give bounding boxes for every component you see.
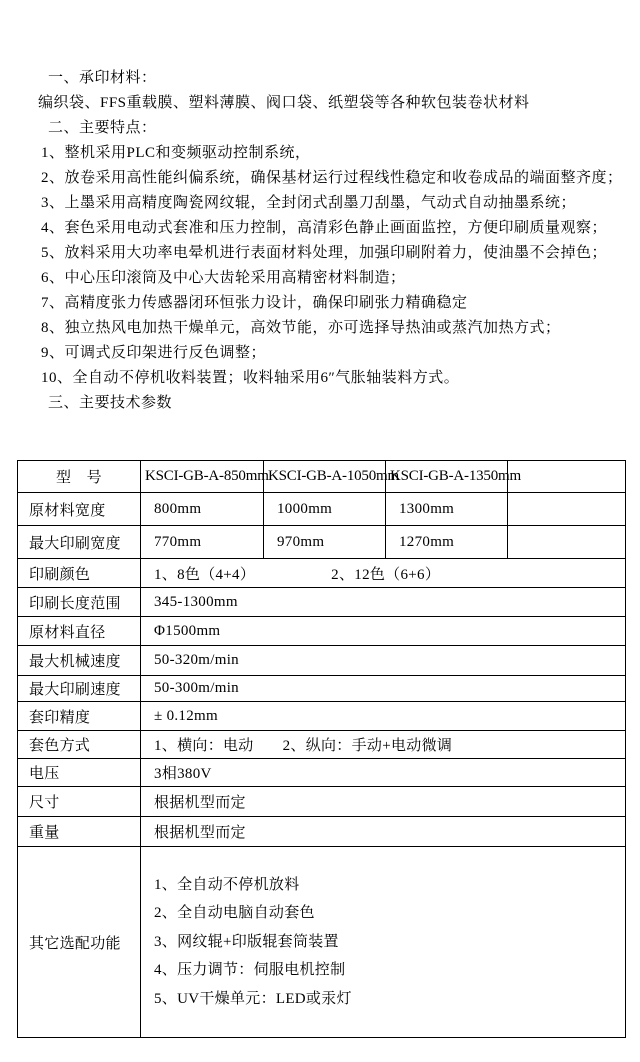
spec-label-cell: 最大印刷宽度 xyxy=(18,526,141,559)
spec-value-cell: 根据机型而定 xyxy=(141,817,626,847)
intro-line: 二、主要特点： xyxy=(48,120,157,136)
spec-value-cell xyxy=(141,847,626,1038)
specs-table xyxy=(17,460,626,1038)
spec-value-cell: 1300mm xyxy=(386,493,508,526)
spec-label-cell: 原材料直径 xyxy=(18,617,141,646)
option-line: 4、压力调节：伺服电机控制 xyxy=(154,962,346,979)
spec-label-cell: 套印精度 xyxy=(18,702,141,731)
table-row xyxy=(18,646,626,676)
spec-value-cell: 根据机型而定 xyxy=(141,787,626,817)
intro-line: 编织袋、FFS重载膜、塑料薄膜、阀口袋、纸塑袋等各种软包装卷状材料 xyxy=(38,95,530,111)
option-line: 5、UV干燥单元：LED或汞灯 xyxy=(154,990,352,1007)
intro-line: 1、整机采用PLC和变频驱动控制系统， xyxy=(41,145,311,161)
spec-value-cell: 1000mm xyxy=(264,493,386,526)
spec-value-cell: 3相380V xyxy=(141,759,626,787)
spec-value-cell xyxy=(141,559,626,588)
intro-line: 7、高精度张力传感器闭环恒张力设计，确保印刷张力精确稳定 xyxy=(41,295,468,311)
intro-line: 三、主要技术参数 xyxy=(48,395,173,411)
value-part: 1、8色（4+4） xyxy=(154,566,256,583)
table-row xyxy=(18,617,626,646)
intro-line: 2、放卷采用高性能纠偏系统，确保基材运行过程线性稳定和收卷成品的端面整齐度； xyxy=(41,170,623,186)
table-row xyxy=(18,702,626,731)
spec-label-cell: 最大机械速度 xyxy=(18,646,141,676)
intro-line: 8、独立热风电加热干燥单元，高效节能，亦可选择导热油或蒸汽加热方式； xyxy=(41,320,561,336)
table-row xyxy=(18,731,626,759)
intro-line: 9、可调式反印架进行反色调整； xyxy=(41,345,267,361)
spec-label-cell: 套色方式 xyxy=(18,731,141,759)
intro-line: 一、承印材料： xyxy=(48,70,157,86)
empty-cell xyxy=(508,461,626,493)
table-row xyxy=(18,493,626,526)
spec-label-cell: 重量 xyxy=(18,817,141,847)
table-row xyxy=(18,588,626,617)
table-row xyxy=(18,787,626,817)
intro-line: 6、中心压印滚筒及中心大齿轮采用高精密材料制造； xyxy=(41,270,406,286)
table-row xyxy=(18,461,626,493)
spec-value-cell: Φ1500mm xyxy=(141,617,626,646)
spec-label-cell: 印刷颜色 xyxy=(18,559,141,588)
intro-line: 3、上墨采用高精度陶瓷网纹辊，全封闭式刮墨刀刮墨，气动式自动抽墨系统； xyxy=(41,195,577,211)
spec-label-cell: 原材料宽度 xyxy=(18,493,141,526)
spec-value-cell: 50-300m/min xyxy=(141,676,626,702)
spec-value-cell: 970mm xyxy=(264,526,386,559)
option-line: 2、全自动电脑自动套色 xyxy=(154,905,315,922)
model-name-cell: KSCI-GB-A-1050mm xyxy=(264,461,386,493)
intro-section xyxy=(0,66,640,416)
table-row xyxy=(18,676,626,702)
spec-label-cell: 其它选配功能 xyxy=(18,847,141,1038)
value-part: 2、纵向：手动+电动微调 xyxy=(282,738,453,754)
table-row xyxy=(18,817,626,847)
spec-label-cell: 印刷长度范围 xyxy=(18,588,141,617)
model-name-cell: KSCI-GB-A-1350mm xyxy=(386,461,508,493)
spec-label-cell: 尺寸 xyxy=(18,787,141,817)
specs-table-body xyxy=(18,461,626,1038)
spec-value-cell: 345-1300mm xyxy=(141,588,626,617)
intro-line: 10、全自动不停机收料装置；收料轴采用6″气胀轴装料方式。 xyxy=(41,370,460,386)
intro-line: 4、套色采用电动式套准和压力控制，高清彩色静止画面监控，方便印刷质量观察； xyxy=(41,220,608,236)
empty-cell xyxy=(508,526,626,559)
spec-label-cell: 电压 xyxy=(18,759,141,787)
table-row xyxy=(18,759,626,787)
spec-label-cell: 最大印刷速度 xyxy=(18,676,141,702)
spec-value-cell: 770mm xyxy=(141,526,264,559)
table-row xyxy=(18,559,626,588)
option-line: 3、网纹辊+印版辊套筒装置 xyxy=(154,933,339,950)
spec-label-cell: 型 号 xyxy=(18,461,141,493)
value-part: 2、12色（6+6） xyxy=(331,566,441,583)
spec-value-cell: 50-320m/min xyxy=(141,646,626,676)
empty-cell xyxy=(508,493,626,526)
model-name-cell: KSCI-GB-A-850mm xyxy=(141,461,264,493)
spec-value-cell: 1270mm xyxy=(386,526,508,559)
option-line: 1、全自动不停机放料 xyxy=(154,876,300,893)
spec-value-cell: 800mm xyxy=(141,493,264,526)
intro-line: 5、放料采用大功率电晕机进行表面材料处理，加强印刷附着力，使油墨不会掉色； xyxy=(41,245,608,261)
value-part: 1、横向：电动 xyxy=(154,738,254,754)
table-row xyxy=(18,847,626,1038)
spec-value-cell xyxy=(141,731,626,759)
table-row xyxy=(18,526,626,559)
spec-value-cell: ± 0.12mm xyxy=(141,702,626,731)
